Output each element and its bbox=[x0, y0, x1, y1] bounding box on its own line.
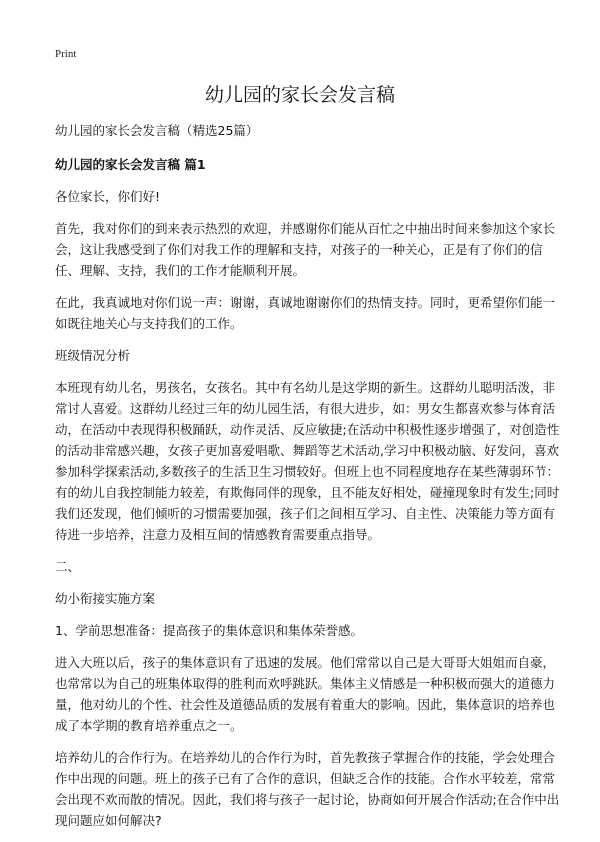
page-title: 幼儿园的家长会发言稿 bbox=[204, 84, 395, 106]
paragraph-transition-plan-heading: 幼小衔接实施方案 bbox=[55, 591, 156, 606]
paragraph-class-analysis-heading: 班级情况分析 bbox=[55, 348, 131, 363]
paragraph-class-analysis: 本班现有幼儿名，男孩名，女孩名。其中有名幼儿是这学期的新生。这群幼儿聪明活泼，非常讨人喜爱。这群幼儿经过三年的幼儿园生活，有很大进步，如：男女生都喜欢参与体育活动，在活动中表现得积极踊跃，动作灵活、反应敏捷;在活动中积极性逐步增强了，对创造性的活动非常感兴趣，女孩子更加喜爱唱歌、舞蹈等艺术活动,学习中积极动脑、好发问，喜欢参加科学探索活动,多数孩子的生活卫生习惯较好。但班上也不同程度地存在某些薄弱环节：有的幼儿自我控制能力较差，有欺侮同伴的现象，且不能友好相处，碰撞现象时有发生;同时我们还发现，他们倾听的习惯需要加强，孩子们之间相互学习、自主性、决策能力等方面有待进一步培养，注意力及相互间的情感教育需要重点指导。 bbox=[55, 380, 560, 542]
paragraph-greeting: 各位家长，你们好! bbox=[55, 189, 161, 204]
paragraph-collective-awareness: 进入大班以后，孩子的集体意识有了迅速的发展。他们常常以自己是大哥哥大姐姐而自豪，也常常以为自己的班集体取得的胜利而欢呼跳跃。集体主义情感是一种积极而强大的道德力量，他对幼儿的个性、社会性及道德品质的发展有着重大的影响。因此，集体意识的培养也成了本学期的教育培养重点之一。 bbox=[55, 655, 556, 733]
document-subtitle: 幼儿园的家长会发言稿（精选25篇） bbox=[55, 123, 259, 138]
print-label: Print bbox=[55, 48, 77, 60]
paragraph-cooperation: 培养幼儿的合作行为。在培养幼儿的合作行为时，首先教孩子掌握合作的技能，学会处理合作中出现的问题。班上的孩子已有了合作的意识，但缺乏合作的技能。合作水平较差，常常会出现不欢而散的情况。因此，我们将与孩子一起讨论，协商如何开展合作活动;在合作中出现问题应如何解决? bbox=[55, 750, 560, 828]
paragraph-welcome: 首先，我对你们的到来表示热烈的欢迎，并感谢你们能从百忙之中抽出时间来参加这个家长会，这让我感受到了你们对我工作的理解和支持，对孩子的一种关心，正是有了你们的信任、理解、支持，我们的工作才能顺利开展。 bbox=[55, 221, 556, 278]
paragraph-thanks: 在此，我真诚地对你们说一声：谢谢，真诚地谢谢你们的热情支持。同时，更希望你们能一如既往地关心与支持我们的工作。 bbox=[55, 295, 556, 331]
paragraph-preparation-item: 1、学前思想准备：提高孩子的集体意识和集体荣誉感。 bbox=[55, 623, 363, 638]
section-heading: 幼儿园的家长会发言稿 篇1 bbox=[55, 157, 206, 172]
paragraph-section-two: 二、 bbox=[55, 559, 81, 574]
document-body bbox=[55, 120, 563, 842]
